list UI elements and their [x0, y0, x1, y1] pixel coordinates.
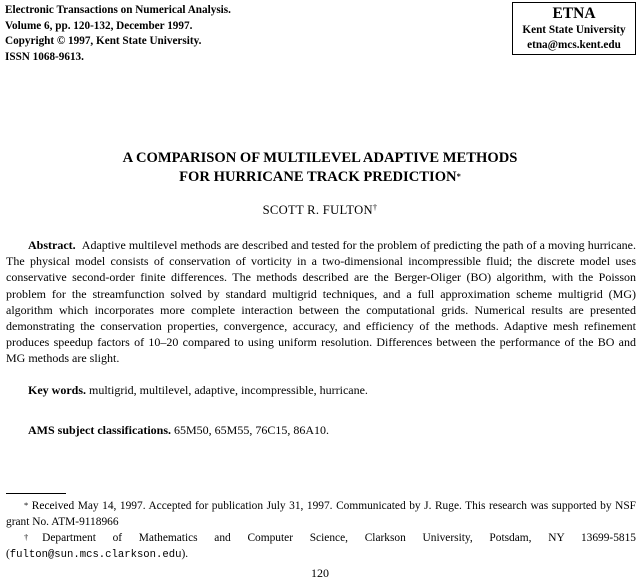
abstract-label: Abstract.	[28, 238, 76, 252]
issn-line: ISSN 1068-9613.	[5, 50, 84, 63]
ams-label: AMS subject classifications.	[28, 423, 171, 437]
ams-classifications	[28, 423, 329, 438]
etna-title: ETNA	[552, 5, 596, 22]
footnote-2-text: Department of Mathematics and Computer Science, Clarkson University, Potsdam, NY 13699-5815	[42, 532, 636, 544]
journal-name: Electronic Transactions on Numerical Analysis.	[5, 4, 231, 16]
etna-email: etna@mcs.kent.edu	[527, 38, 621, 51]
title-line-2	[0, 168, 640, 187]
page-number: 120	[311, 566, 329, 580]
journal-header	[5, 3, 231, 65]
abstract-text: Adaptive multilevel methods are described and tested for the problem of predicting the path of a moving hurricane. The physical model consists of conservation of vorticity in a two-dimensional incompressible fluid; the discrete model uses conservative second-order finite differences. The methods described are the Berger-Oliger (BO) algorithm, with the Poisson problem for the streamfunction solved by standard multigrid techniques, and a full approximation scheme multigrid (MG) algorithm which incorporates more complete interaction between the computational grids. Numerical results are presented demonstrating the conservation properties, convergence, accuracy, and efficiency of the methods. Adaptive mesh refinement produces speedup factors of 10–20 compared to using uniform resolution. Differences between the performance of the BO and MG methods are slight.	[6, 238, 636, 366]
author-footnote-mark[interactable]: †	[372, 202, 378, 212]
author-email-link[interactable]: fulton@sun.mcs.clarkson.edu	[9, 549, 182, 561]
footnote-1	[6, 498, 636, 530]
paper-title	[0, 149, 640, 187]
author-name: SCOTT R. FULTON	[262, 203, 373, 217]
footnote-rule	[6, 493, 66, 494]
footnote-2: †Department of Mathematics and Computer Science, Clarkson University, Potsdam, NY 13699-5815 (fulton@sun.mcs.clarkson.edu).	[6, 532, 636, 561]
keywords	[28, 383, 368, 398]
footnote-1-mark: *	[24, 500, 29, 510]
title-line-2-text: FOR HURRICANE TRACK PREDICTION	[179, 169, 457, 185]
volume-info: Volume 6, pp. 120-132, December 1997.	[5, 19, 193, 32]
author	[0, 203, 640, 218]
keywords-text: multigrid, multilevel, adaptive, incompressible, hurricane.	[89, 383, 368, 397]
abstract	[6, 237, 636, 367]
ams-text: 65M50, 65M55, 76C15, 86A10.	[174, 423, 330, 437]
footnote-2-mark: †	[24, 532, 43, 542]
title-line-1: A COMPARISON OF MULTILEVEL ADAPTIVE METHODS	[122, 150, 518, 166]
footnote-1-text: Received May 14, 1997. Accepted for publication July 31, 1997. Communicated by J. Ruge. This research was supported by NSF grant No. ATM-9118966	[6, 500, 636, 528]
etna-box	[512, 2, 636, 55]
title-footnote-mark[interactable]: *	[456, 171, 461, 181]
keywords-label: Key words.	[28, 383, 86, 397]
etna-university: Kent State University	[522, 24, 626, 36]
copyright-line: Copyright © 1997, Kent State University.	[5, 35, 202, 48]
